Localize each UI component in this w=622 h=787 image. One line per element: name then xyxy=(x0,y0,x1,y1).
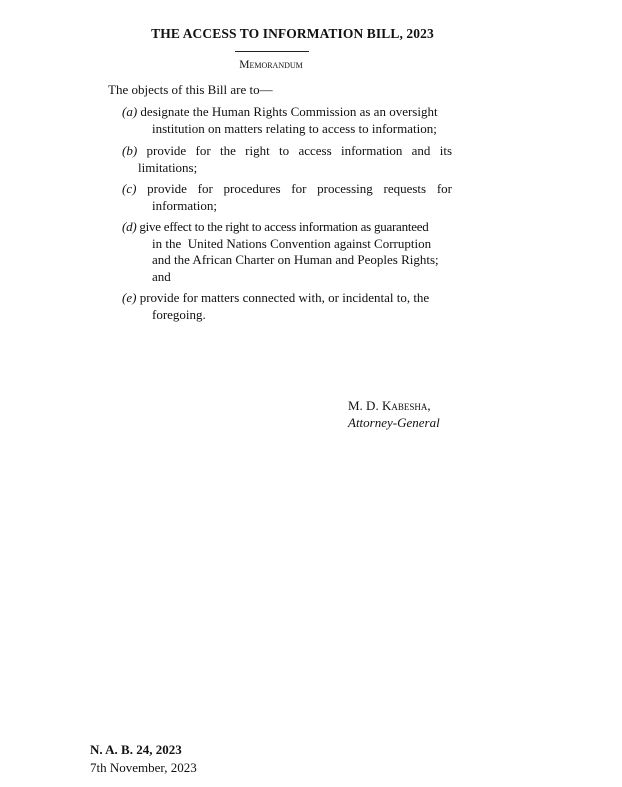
object-letter: (b) xyxy=(122,143,138,158)
object-line: (d) give effect to the right to access information as guaranteed xyxy=(122,219,429,234)
object-line: (c) provide for procedures for processing requests for xyxy=(122,181,452,196)
object-letter: (e) xyxy=(122,290,137,305)
object-item-a xyxy=(122,104,452,137)
object-line: foregoing. xyxy=(152,306,206,322)
memorandum-heading: Memorandum xyxy=(239,59,303,71)
object-item-e xyxy=(122,290,452,323)
object-letter: (c) xyxy=(122,181,137,196)
object-item-b xyxy=(122,143,452,176)
bill-date: 7th November, 2023 xyxy=(90,760,197,775)
object-line: in the United Nations Convention against Corruption xyxy=(152,235,432,251)
title-divider xyxy=(235,51,309,52)
object-item-c xyxy=(122,181,452,214)
signatory-name: M. D. Kabesha, xyxy=(348,398,431,413)
bill-number: N. A. B. 24, 2023 xyxy=(90,742,182,757)
objects-intro: The objects of this Bill are to— xyxy=(108,82,273,97)
object-line: (e) provide for matters connected with, or incidental to, the xyxy=(122,290,430,305)
object-line: institution on matters relating to access to information; xyxy=(152,120,437,136)
object-line: (a) designate the Human Rights Commission as an oversight xyxy=(122,104,438,119)
object-line: and xyxy=(152,268,171,284)
object-item-d xyxy=(122,219,452,285)
object-line: and the African Charter on Human and Peoples Rights; xyxy=(152,252,439,267)
object-line: (b) provide for the right to access information and its xyxy=(122,143,452,158)
signatory-title: Attorney-General xyxy=(348,415,440,430)
object-letter: (d) xyxy=(122,219,137,234)
object-letter: (a) xyxy=(122,104,138,119)
object-line: information; xyxy=(152,197,217,213)
bill-title: THE ACCESS TO INFORMATION BILL, 2023 xyxy=(151,26,434,41)
object-line: limitations; xyxy=(138,159,198,175)
